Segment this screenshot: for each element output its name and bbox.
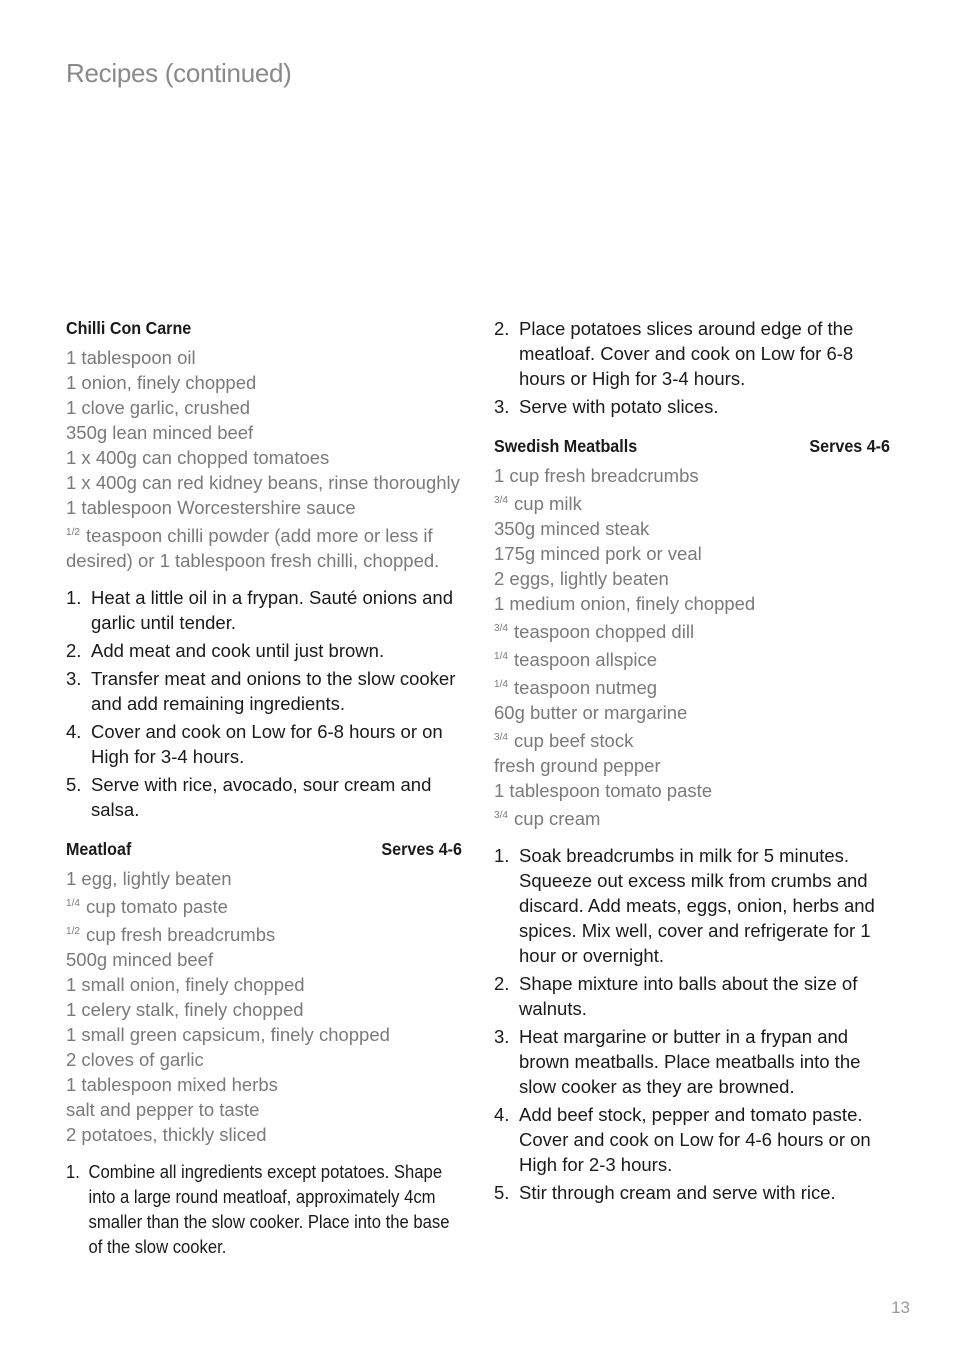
ingredient-item: 350g lean minced beef [66,422,254,443]
ingredient-item: salt and pepper to taste [66,1099,260,1120]
method-step: 2. Add meat and cook until just brown. [66,640,385,661]
fraction: 1/2 [66,926,80,937]
ingredient-item: $^{3/4}$ cup cream [494,808,601,829]
ingredient-item: 2 cloves of garlic [66,1049,204,1070]
method-step: 5. Serve with rice, avocado, sour cream and salsa. [66,774,432,820]
page-number: 13 [891,1298,910,1317]
method-step: 3. Serve with potato slices. [494,396,719,417]
ingredient-item: 500g minced beef [66,949,214,970]
ingredient-item: 1 small onion, finely chopped [66,974,305,995]
serves-label: Serves 4-6 [381,839,463,859]
fraction: 3/4 [494,623,508,634]
ingredient-item: 2 potatoes, thickly sliced [66,1124,267,1145]
method-step: 1. Combine all ingredients except potatoes. Shape into a large round meatloaf, approximately 4cm smaller than the slow cooker. Place into the base of the slow cooker. [66,1161,450,1257]
fraction: 3/4 [494,732,508,743]
ingredient-item: $^{3/4}$ cup milk [494,493,582,514]
ingredient-item: $^{3/4}$ cup beef stock [494,730,634,751]
ingredient-item: 1 clove garlic, crushed [66,397,251,418]
right-column [494,316,890,1208]
method-steps [66,585,462,822]
ingredient-item: $^{1/2}$ cup fresh breadcrumbs [66,924,276,945]
ingredient-item: $^{1/4}$ teaspoon allspice [494,649,658,670]
recipe-chilli-con-carne [66,316,462,822]
ingredient-item: 1 onion, finely chopped [66,372,257,393]
ingredient-list [494,463,890,831]
ingredient-item: 350g minced steak [494,518,650,539]
recipe-title: Chilli Con Carne [66,318,192,338]
fraction: 1/4 [66,898,80,909]
ingredient-item: 175g minced pork or veal [494,543,702,564]
recipe-header [494,434,890,459]
method-step: 5. Stir through cream and serve with rice. [494,1182,836,1203]
ingredient-item: 1 tablespoon mixed herbs [66,1074,278,1095]
method-step: 2. Place potatoes slices around edge of the meatloaf. Cover and cook on Low for 6-8 hours or High for 3-4 hours. [494,318,854,389]
method-step: 3. Transfer meat and onions to the slow cooker and add remaining ingredients. [66,668,456,714]
method-step: 4. Cover and cook on Low for 6-8 hours or on High for 3-4 hours. [66,721,443,767]
ingredient-item: 2 eggs, lightly beaten [494,568,669,589]
fraction: 1/2 [66,527,80,538]
ingredient-item: 1 small green capsicum, finely chopped [66,1024,390,1045]
ingredient-item: $^{3/4}$ teaspoon chopped dill [494,621,695,642]
ingredient-item: 1 tablespoon Worcestershire sauce [66,497,356,518]
fraction: 1/4 [494,679,508,690]
ingredient-item: $^{1/4}$ teaspoon nutmeg [494,677,658,698]
ingredient-item: 1 tablespoon oil [66,347,196,368]
recipe-header [66,316,462,341]
recipe-header [66,837,462,862]
fraction: 3/4 [494,810,508,821]
ingredient-item: 1 cup fresh breadcrumbs [494,465,699,486]
ingredient-list [66,345,462,573]
fraction: 1/4 [494,651,508,662]
ingredient-item: $^{1/2}$ teaspoon chilli powder (add more or less if desired) or 1 tablespoon fresh chilli, chopped. [66,525,440,571]
recipe-title: Swedish Meatballs [494,436,638,456]
ingredient-item: $^{1/4}$ cup tomato paste [66,896,228,917]
method-steps [494,843,890,1205]
recipe-swedish-meatballs [494,434,890,1205]
method-steps-continued [494,316,890,419]
method-step: 3. Heat margarine or butter in a frypan and brown meatballs. Place meatballs into the slow cooker as they are browned. [494,1026,861,1097]
fraction: 3/4 [494,495,508,506]
ingredient-item: 1 egg, lightly beaten [66,868,232,889]
ingredient-item: 1 x 400g can red kidney beans, rinse thoroughly [66,472,460,493]
ingredient-item: 60g butter or margarine [494,702,688,723]
method-step: 1. Heat a little oil in a frypan. Sauté onions and garlic until tender. [66,587,454,633]
method-step: 4. Add beef stock, pepper and tomato paste. Cover and cook on Low for 4-6 hours or on High for 2-3 hours. [494,1104,871,1175]
page-title: Recipes (continued) [66,58,292,88]
method-steps [66,1159,462,1259]
recipe-title: Meatloaf [66,839,132,859]
recipe-meatloaf [66,837,462,1259]
method-step: 2. Shape mixture into balls about the size of walnuts. [494,973,858,1019]
ingredient-list [66,866,462,1147]
ingredient-item: 1 x 400g can chopped tomatoes [66,447,330,468]
ingredient-item: fresh ground pepper [494,755,661,776]
method-step: 1. Soak breadcrumbs in milk for 5 minutes. Squeeze out excess milk from crumbs and discard. Add meats, eggs, onion, herbs and spices. Mix well, cover and refrigerate for 1 hour or overnight. [494,845,875,966]
ingredient-item: 1 medium onion, finely chopped [494,593,756,614]
ingredient-item: 1 celery stalk, finely chopped [66,999,304,1020]
ingredient-item: 1 tablespoon tomato paste [494,780,713,801]
serves-label: Serves 4-6 [809,436,891,456]
left-column [66,316,462,1262]
